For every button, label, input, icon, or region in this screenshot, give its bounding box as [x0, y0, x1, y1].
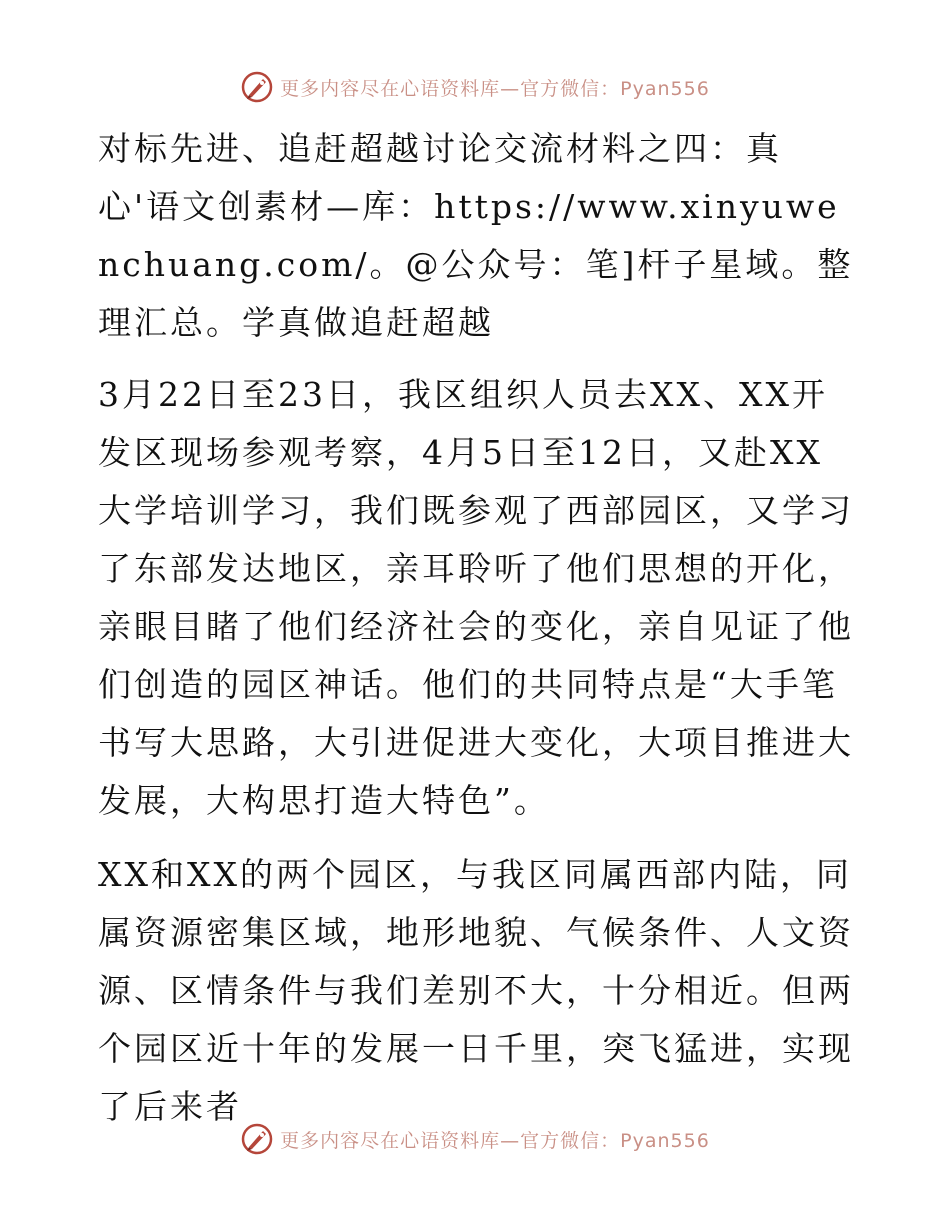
quill-pen-logo-icon: [240, 1122, 274, 1156]
quill-pen-logo-icon: [240, 70, 274, 104]
banner-text: 更多内容尽在心语资料库—官方微信：Pyan556: [280, 1129, 710, 1152]
paragraph-visit: 3月22日至23日，我区组织人员去XX、XX开发区现场参观考察，4月5日至12日，又赴XX大学培训学习，我们既参观了西部园区，又学习了东部发达地区，亲耳聆听了他们思想的开化，亲眼目睹了他们经济社会的变化，亲自见证了他们创造的园区神话。他们的共同特点是“大手笔书写大思路，大引进促进大变化，大项目推进大发展，大构思打造大特色”。: [98, 375, 854, 820]
footer-banner: [0, 1122, 950, 1156]
document-body: [98, 120, 858, 1152]
paragraph-title: 对标先进、追赶超越讨论交流材料之四：真心'语文创素材—库：https://www.xinyuwenchuang.com/。@公众号：笔]杆子星域。整理汇总。学真做追赶超越: [98, 129, 854, 342]
paragraph-comparison: XX和XX的两个园区，与我区同属西部内陆，同属资源密集区域，地形地貌、气候条件、人文资源、区情条件与我们差别不大，十分相近。但两个园区近十年的发展一日千里，突飞猛进，实现了后来者: [98, 855, 854, 1126]
banner-text: 更多内容尽在心语资料库—官方微信：Pyan556: [280, 77, 710, 100]
header-banner: [0, 70, 950, 104]
